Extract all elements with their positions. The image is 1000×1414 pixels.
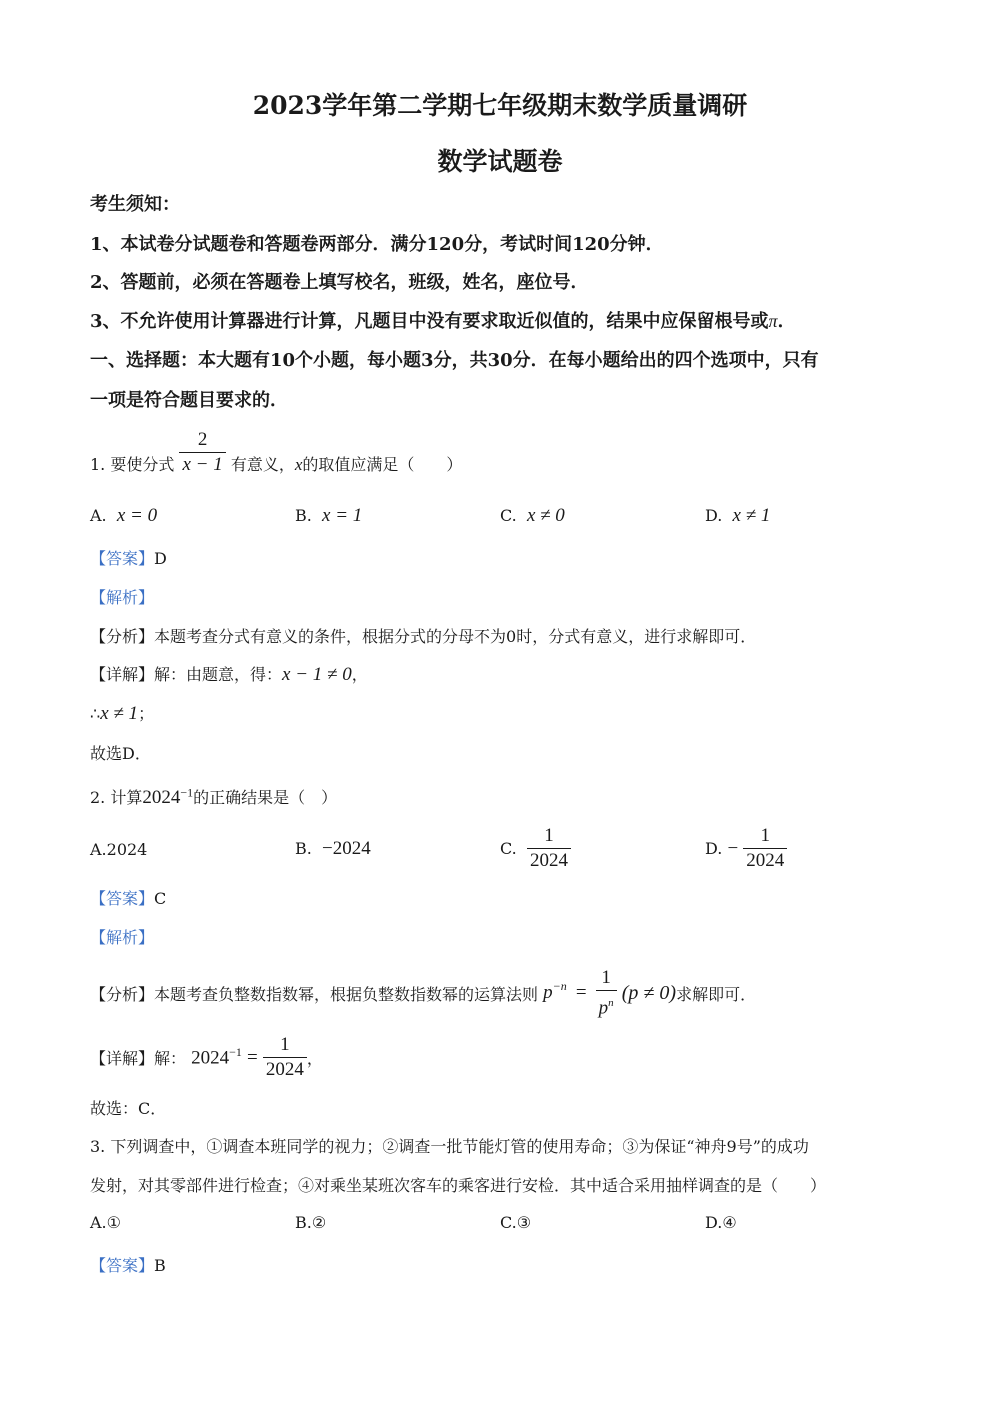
notice-item-2: 2、答题前，必须在答题卷上填写校名，班级，姓名，座位号． (90, 272, 589, 293)
pi-symbol: π (768, 311, 778, 331)
q3-option-a: A.① (90, 1213, 121, 1232)
q1-suffix: 的取值应满足（ ） (302, 455, 463, 474)
q2-option-b: B. −2024 (295, 838, 371, 859)
q1-prefix: 1. 要使分式 (90, 455, 175, 474)
section-heading-line1: 一、选择题：本大题有10个小题，每小题3分，共30分．在每小题给出的四个选项中，只有 (90, 350, 819, 371)
notice-item-3-text: 3、不允许使用计算器进行计算，凡题目中没有要求取近似值的，结果中应保留根号或 (90, 311, 769, 332)
q1-fraction (179, 428, 225, 477)
q1-therefore: ∴x ≠ 1； (90, 703, 155, 724)
q2-detail: 【详解】解： $2024^{-1}$ = $\frac{1}{2024}$ ， (90, 1034, 323, 1080)
q3-answer: 【答案】B (90, 1256, 166, 1275)
q1-detail: 【详解】解：由题意，得：x − 1 ≠ 0， (90, 664, 368, 685)
q1-option-c: C. x ≠ 0 (500, 505, 565, 526)
exam-subtitle: 数学试题卷 (437, 147, 563, 176)
q3-option-b: B.② (295, 1213, 327, 1232)
notice-item-3 (90, 307, 796, 333)
notice-heading: 考生须知： (90, 194, 180, 215)
q2-option-a: A.2024 (90, 840, 148, 859)
q2-detail-fraction: $\frac{1}{2024}$ (263, 1033, 307, 1082)
q1-option-b: B. x = 1 (295, 505, 363, 526)
q3-option-c: C.③ (500, 1213, 532, 1232)
question-3-line2: 发射，对其零部件进行检查；④对乘坐某班次客车的乘客进行安检．其中适合采用抽样调查的是（ ） (90, 1176, 827, 1195)
q1-answer-value: D (154, 549, 167, 568)
exam-title: 2023学年第二学期七年级期末数学质量调研 (252, 91, 748, 120)
q1-answer (90, 546, 167, 569)
q1-analysis: 【解析】 (90, 588, 155, 607)
q1-fenxi: 【分析】本题考查分式有意义的条件，根据分式的分母不为0时，分式有意义，进行求解即可． (90, 627, 757, 646)
q2-analysis: 【解析】 (90, 928, 155, 947)
q1-frac-num: 2 (179, 428, 225, 453)
q2-fenxi: 【分析】本题考查负整数指数幂，根据负整数指数幂的运算法则 p−n = $\frac{1}{p^n}$ (p ≠ 0)求解即可． (90, 967, 757, 1019)
question-1 (90, 428, 462, 477)
q1-mid: 有意义， (230, 455, 295, 474)
q2-rule-fraction: $\frac{1}{p^n}$ (596, 966, 617, 1020)
q1-option-d: D. x ≠ 1 (705, 505, 771, 526)
q2-option-d-fraction: $\frac{1}{2024}$ (743, 824, 787, 873)
q1-option-a: A. x = 0 (90, 505, 158, 526)
q1-var: x (294, 455, 303, 474)
answer-tag: 【答案】 (90, 549, 155, 568)
q2-answer: 【答案】C (90, 889, 167, 908)
question-2: 2. 计算$2024^{-1}$的正确结果是（ ） (90, 785, 338, 808)
question-3-line1: 3. 下列调查中，①调查本班同学的视力；②调查一批节能灯管的使用寿命；③为保证“神舟9号”的成功 (90, 1137, 809, 1156)
q2-option-c: C. $\frac{1}{2024}$ (500, 824, 571, 873)
q2-conclusion: 故选：C． (90, 1099, 167, 1118)
q1-frac-den: x − 1 (182, 454, 223, 475)
q2-option-d: D. − $\frac{1}{2024}$ (705, 824, 787, 873)
q2-option-c-fraction: $\frac{1}{2024}$ (527, 824, 571, 873)
notice-item-1: 1、本试卷分试题卷和答题卷两部分．满分120分，考试时间120分钟． (90, 234, 664, 255)
q1-conclusion: 故选D． (90, 744, 151, 763)
section-heading-line2: 一项是符合题目要求的． (90, 390, 288, 411)
notice-item-3-end: ． (777, 311, 796, 332)
q3-option-d: D.④ (705, 1213, 737, 1232)
